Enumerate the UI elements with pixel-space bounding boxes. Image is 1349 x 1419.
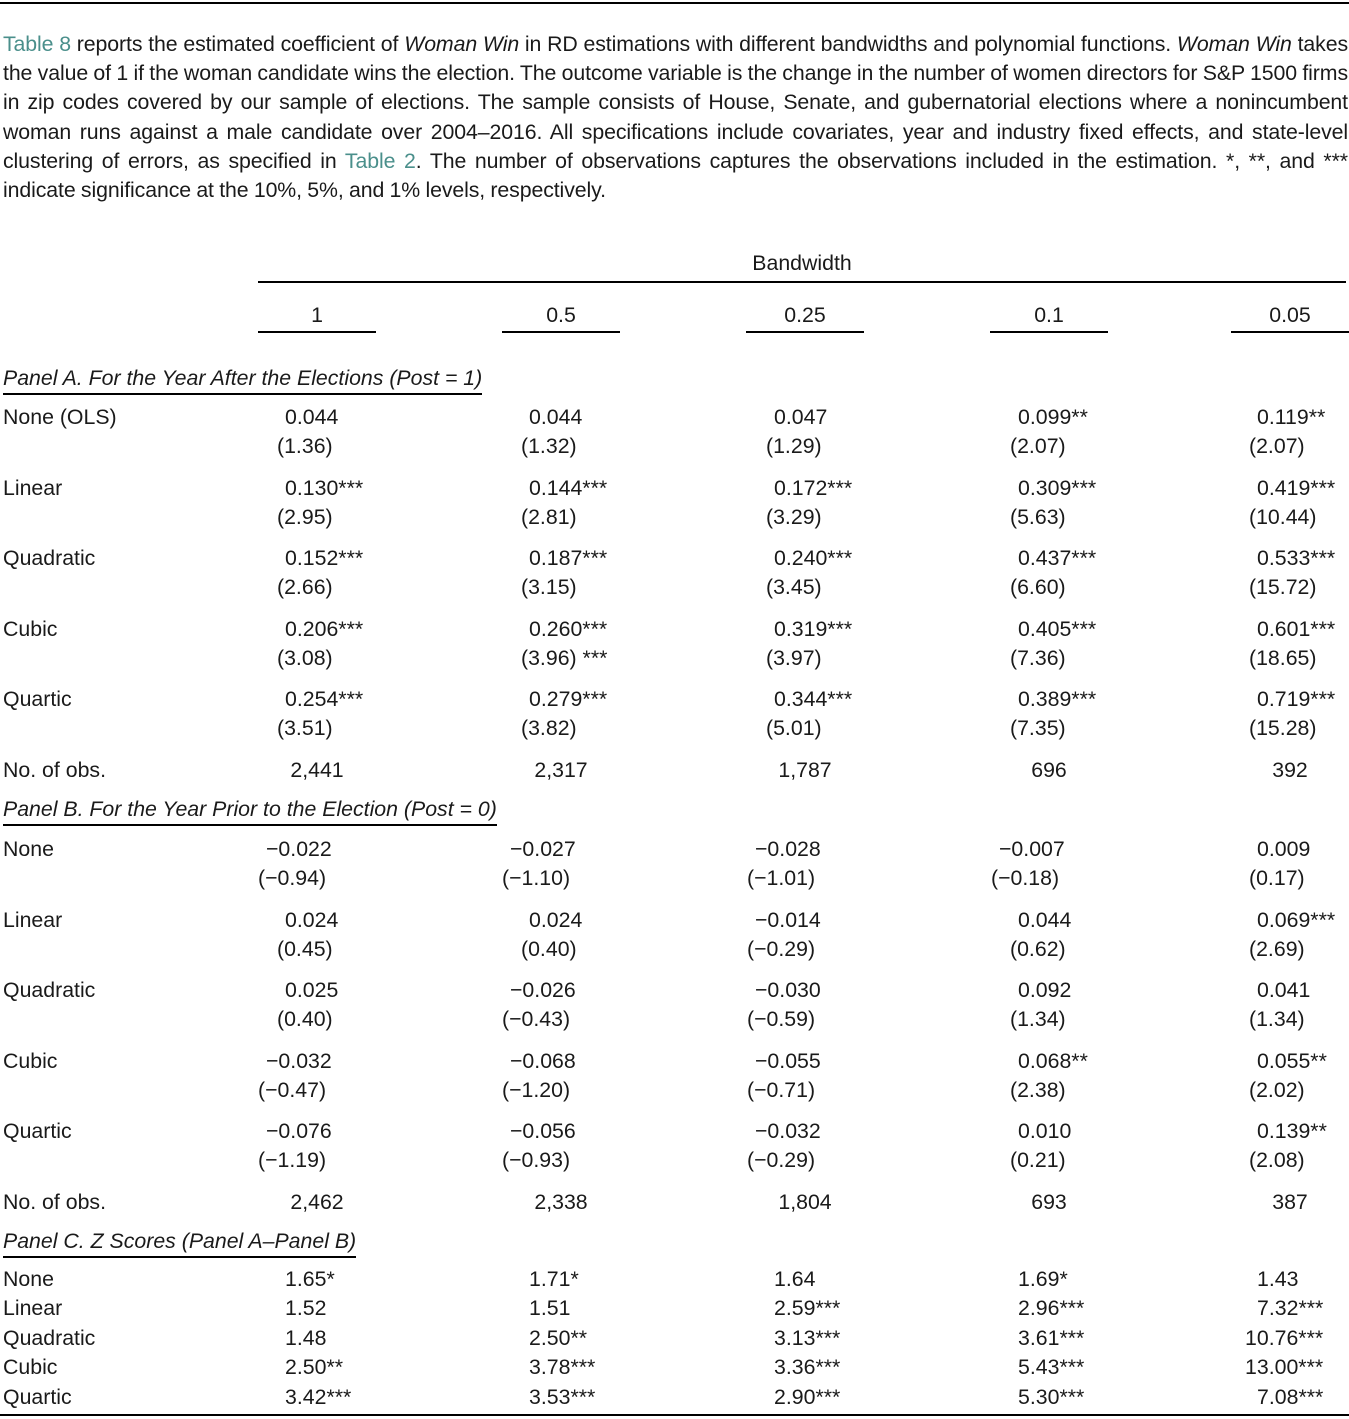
coefficient-cell: 0.044 <box>529 405 583 429</box>
column-header-rule <box>746 331 864 333</box>
coefficient-cell: 0.206*** <box>285 616 364 641</box>
obs-cell: 1,787 <box>778 758 832 782</box>
row-label: Cubic <box>3 1048 58 1073</box>
t-stat-cell: (3.82) <box>521 716 577 740</box>
coefficient-cell: 0.260*** <box>529 616 608 641</box>
z-score-cell: 1.48 <box>285 1325 327 1350</box>
row-label: Quadratic <box>3 978 96 1002</box>
coefficient-cell: −0.032 <box>266 1048 332 1073</box>
z-score-cell: 2.50** <box>529 1325 588 1350</box>
obs-cell: 1,804 <box>778 1190 832 1214</box>
row-label: Quadratic <box>3 1325 96 1350</box>
row-label: Quadratic <box>3 546 96 570</box>
coefficient-cell: −0.032 <box>755 1119 821 1143</box>
panel-title: Panel A. For the Year After the Elections (Post = 1) <box>3 366 482 395</box>
t-stat-cell: (0.40) <box>277 1007 333 1031</box>
obs-cell: 696 <box>1031 758 1067 782</box>
coefficient-cell: 0.041 <box>1257 978 1311 1002</box>
coefficient-cell: −0.028 <box>755 837 821 861</box>
coefficient-cell: −0.076 <box>266 1119 332 1143</box>
panel-title: Panel C. Z Scores (Panel A–Panel B) <box>3 1229 356 1258</box>
table-top-rule <box>0 2 1349 4</box>
caption-italic: Woman Win <box>1176 32 1292 56</box>
z-score-cell: 7.32*** <box>1257 1296 1324 1321</box>
z-score-cell: 3.61*** <box>1018 1325 1085 1350</box>
coefficient-cell: 0.139** <box>1257 1119 1327 1143</box>
column-header: 1 <box>311 303 323 327</box>
t-stat-cell: (−0.59) <box>747 1007 816 1031</box>
coefficient-cell: 0.319*** <box>774 616 853 641</box>
t-stat-cell: (2.81) <box>521 504 577 529</box>
coefficient-cell: 0.389*** <box>1018 687 1097 711</box>
obs-cell: 2,441 <box>290 758 344 782</box>
t-stat-cell: (−1.20) <box>502 1077 571 1102</box>
t-stat-cell: (−1.01) <box>747 866 816 890</box>
t-stat-cell: (2.08) <box>1249 1148 1305 1172</box>
coefficient-cell: −0.026 <box>510 978 576 1002</box>
t-stat-cell: (−0.94) <box>258 866 327 890</box>
z-score-cell: 3.78*** <box>529 1355 596 1380</box>
caption-text: in RD estimations with different bandwidths and polynomial functions. <box>519 32 1177 56</box>
t-stat-cell: (5.63) <box>1010 504 1066 529</box>
row-label: Cubic <box>3 616 58 641</box>
coefficient-cell: 0.119** <box>1257 405 1326 429</box>
column-header-rule <box>1231 331 1349 333</box>
t-stat-cell: (−0.43) <box>502 1007 571 1031</box>
t-stat-cell: (−0.47) <box>258 1077 327 1102</box>
z-score-cell: 2.59*** <box>774 1296 841 1321</box>
t-stat-cell: (3.29) <box>766 504 822 529</box>
coefficient-cell: 0.055** <box>1257 1048 1327 1073</box>
row-label: None <box>3 837 54 861</box>
table-8-link[interactable]: Table 8 <box>3 32 71 56</box>
z-score-cell: 1.64 <box>774 1267 816 1291</box>
coefficient-cell: −0.007 <box>999 837 1065 861</box>
t-stat-cell: (15.28) <box>1249 716 1317 740</box>
t-stat-cell: (3.96) *** <box>521 645 608 670</box>
t-stat-cell: (2.07) <box>1010 434 1066 458</box>
t-stat-cell: (5.01) <box>766 716 822 740</box>
t-stat-cell: (3.51) <box>277 716 333 740</box>
z-score-cell: 1.65* <box>285 1267 335 1291</box>
z-score-cell: 2.90*** <box>774 1384 841 1409</box>
t-stat-cell: (−1.10) <box>502 866 571 890</box>
column-header: 0.05 <box>1269 303 1311 327</box>
coefficient-cell: 0.144*** <box>529 475 608 500</box>
coefficient-cell: 0.047 <box>774 405 828 429</box>
t-stat-cell: (1.34) <box>1249 1007 1305 1031</box>
column-header-rule <box>502 331 620 333</box>
t-stat-cell: (−0.18) <box>991 866 1060 890</box>
t-stat-cell: (1.34) <box>1010 1007 1066 1031</box>
t-stat-cell: (3.45) <box>766 575 822 599</box>
coefficient-cell: 0.240*** <box>774 546 853 570</box>
coefficient-cell: 0.024 <box>285 907 339 932</box>
t-stat-cell: (−0.71) <box>747 1077 816 1102</box>
caption-italic: Woman Win <box>404 32 520 56</box>
t-stat-cell: (0.45) <box>277 936 333 961</box>
coefficient-cell: 0.309*** <box>1018 475 1097 500</box>
obs-cell: 2,338 <box>534 1190 588 1214</box>
caption-text: . The number of observations captures the observations included in the estimation. *, **, and *** indicate significance at the 10%, 5%, and 1% levels, respectively. <box>3 148 1348 203</box>
z-score-cell: 3.36*** <box>774 1355 841 1380</box>
t-stat-cell: (0.62) <box>1010 936 1066 961</box>
z-score-cell: 3.53*** <box>529 1384 596 1409</box>
t-stat-cell: (2.69) <box>1249 936 1305 961</box>
obs-cell: 387 <box>1272 1190 1308 1214</box>
row-label: Cubic <box>3 1355 58 1380</box>
coefficient-cell: 0.719*** <box>1257 687 1336 711</box>
coefficient-cell: 0.130*** <box>285 475 364 500</box>
obs-label: No. of obs. <box>3 758 106 782</box>
table-bottom-rule <box>0 1414 1349 1416</box>
t-stat-cell: (−0.29) <box>747 936 816 961</box>
t-stat-cell: (2.66) <box>277 575 333 599</box>
coefficient-cell: 0.437*** <box>1018 546 1097 570</box>
column-header: 0.25 <box>784 303 826 327</box>
row-label: Quartic <box>3 1119 72 1143</box>
z-score-cell: 5.30*** <box>1018 1384 1085 1409</box>
coefficient-cell: 0.279*** <box>529 687 608 711</box>
column-header-rule <box>990 331 1108 333</box>
coefficient-cell: −0.030 <box>755 978 821 1002</box>
coefficient-cell: −0.027 <box>510 837 576 861</box>
column-header: 0.1 <box>1034 303 1064 327</box>
coefficient-cell: 0.025 <box>285 978 339 1002</box>
t-stat-cell: (−0.29) <box>747 1148 816 1172</box>
z-score-cell: 2.96*** <box>1018 1296 1085 1321</box>
z-score-cell: 3.13*** <box>774 1325 841 1350</box>
t-stat-cell: (3.08) <box>277 645 333 670</box>
coefficient-cell: −0.055 <box>755 1048 821 1073</box>
coefficient-cell: 0.405*** <box>1018 616 1097 641</box>
coefficient-cell: 0.172*** <box>774 475 853 500</box>
bandwidth-header: Bandwidth <box>752 251 852 275</box>
t-stat-cell: (7.35) <box>1010 716 1066 740</box>
z-score-cell: 10.76*** <box>1245 1325 1324 1350</box>
coefficient-cell: 0.254*** <box>285 687 364 711</box>
z-score-cell: 5.43*** <box>1018 1355 1085 1380</box>
coefficient-cell: 0.099** <box>1018 405 1088 429</box>
z-score-cell: 3.42*** <box>285 1384 352 1409</box>
coefficient-cell: 0.068** <box>1018 1048 1088 1073</box>
coefficient-cell: 0.187*** <box>529 546 608 570</box>
coefficient-cell: 0.092 <box>1018 978 1072 1002</box>
obs-label: No. of obs. <box>3 1190 106 1214</box>
t-stat-cell: (2.07) <box>1249 434 1305 458</box>
table-2-link[interactable]: Table 2 <box>344 148 416 173</box>
row-label: Linear <box>3 907 63 932</box>
z-score-cell: 7.08*** <box>1257 1384 1324 1409</box>
row-label: Linear <box>3 475 63 500</box>
t-stat-cell: (0.17) <box>1249 866 1305 890</box>
coefficient-cell: 0.009 <box>1257 837 1311 861</box>
obs-cell: 2,462 <box>290 1190 344 1214</box>
column-header: 0.5 <box>546 303 576 327</box>
z-score-cell: 1.69* <box>1018 1267 1068 1291</box>
obs-cell: 2,317 <box>534 758 588 782</box>
coefficient-cell: 0.152*** <box>285 546 364 570</box>
coefficient-cell: 0.044 <box>285 405 339 429</box>
obs-cell: 693 <box>1031 1190 1067 1214</box>
bandwidth-rule <box>258 281 1346 283</box>
t-stat-cell: (2.02) <box>1249 1077 1305 1102</box>
row-label: None (OLS) <box>3 405 117 429</box>
z-score-cell: 13.00*** <box>1245 1355 1324 1380</box>
coefficient-cell: 0.024 <box>529 907 583 932</box>
coefficient-cell: 0.069*** <box>1257 907 1336 932</box>
coefficient-cell: −0.014 <box>755 907 821 932</box>
t-stat-cell: (6.60) <box>1010 575 1066 599</box>
coefficient-cell: 0.533*** <box>1257 546 1336 570</box>
z-score-cell: 1.43 <box>1257 1267 1299 1291</box>
z-score-cell: 2.50** <box>285 1355 344 1380</box>
column-header-rule <box>258 331 376 333</box>
coefficient-cell: −0.068 <box>510 1048 576 1073</box>
t-stat-cell: (1.36) <box>277 434 333 458</box>
t-stat-cell: (−0.93) <box>502 1148 571 1172</box>
table-caption <box>3 30 1348 205</box>
row-label: Quartic <box>3 687 72 711</box>
coefficient-cell: 0.010 <box>1018 1119 1072 1143</box>
t-stat-cell: (3.15) <box>521 575 577 599</box>
z-score-cell: 1.52 <box>285 1296 327 1321</box>
z-score-cell: 1.71* <box>529 1267 579 1291</box>
t-stat-cell: (2.95) <box>277 504 333 529</box>
t-stat-cell: (1.29) <box>766 434 822 458</box>
t-stat-cell: (3.97) <box>766 645 822 670</box>
t-stat-cell: (15.72) <box>1249 575 1317 599</box>
t-stat-cell: (0.40) <box>521 936 577 961</box>
t-stat-cell: (0.21) <box>1010 1148 1066 1172</box>
coefficient-cell: 0.419*** <box>1257 475 1336 500</box>
coefficient-cell: 0.344*** <box>774 687 853 711</box>
coefficient-cell: 0.601*** <box>1257 616 1336 641</box>
panel-title: Panel B. For the Year Prior to the Election (Post = 0) <box>3 797 497 826</box>
t-stat-cell: (2.38) <box>1010 1077 1066 1102</box>
coefficient-cell: −0.022 <box>266 837 332 861</box>
caption-text: reports the estimated coefficient of <box>70 32 405 56</box>
caption-text: takes the value of 1 if the woman candidate wins the election. The outcome variable is the change in the number of women directors for S&P 1500 firms in zip codes covered by our sample of elections. The sample consists of House, Senate, and gubernatorial elections where a nonincumbent woman runs against a male candidate over 2004–2016. All specifications include covariates, year and industry fixed effects, and state-level clustering of errors, as specified in <box>3 32 1349 173</box>
obs-cell: 392 <box>1272 758 1308 782</box>
coefficient-cell: 0.044 <box>1018 907 1072 932</box>
z-score-cell: 1.51 <box>529 1296 571 1321</box>
t-stat-cell: (1.32) <box>521 434 577 458</box>
t-stat-cell: (10.44) <box>1249 504 1317 529</box>
row-label: Quartic <box>3 1384 72 1409</box>
coefficient-cell: −0.056 <box>510 1119 576 1143</box>
t-stat-cell: (−1.19) <box>258 1148 327 1172</box>
row-label: Linear <box>3 1296 63 1321</box>
t-stat-cell: (18.65) <box>1249 645 1317 670</box>
t-stat-cell: (7.36) <box>1010 645 1066 670</box>
row-label: None <box>3 1267 54 1291</box>
